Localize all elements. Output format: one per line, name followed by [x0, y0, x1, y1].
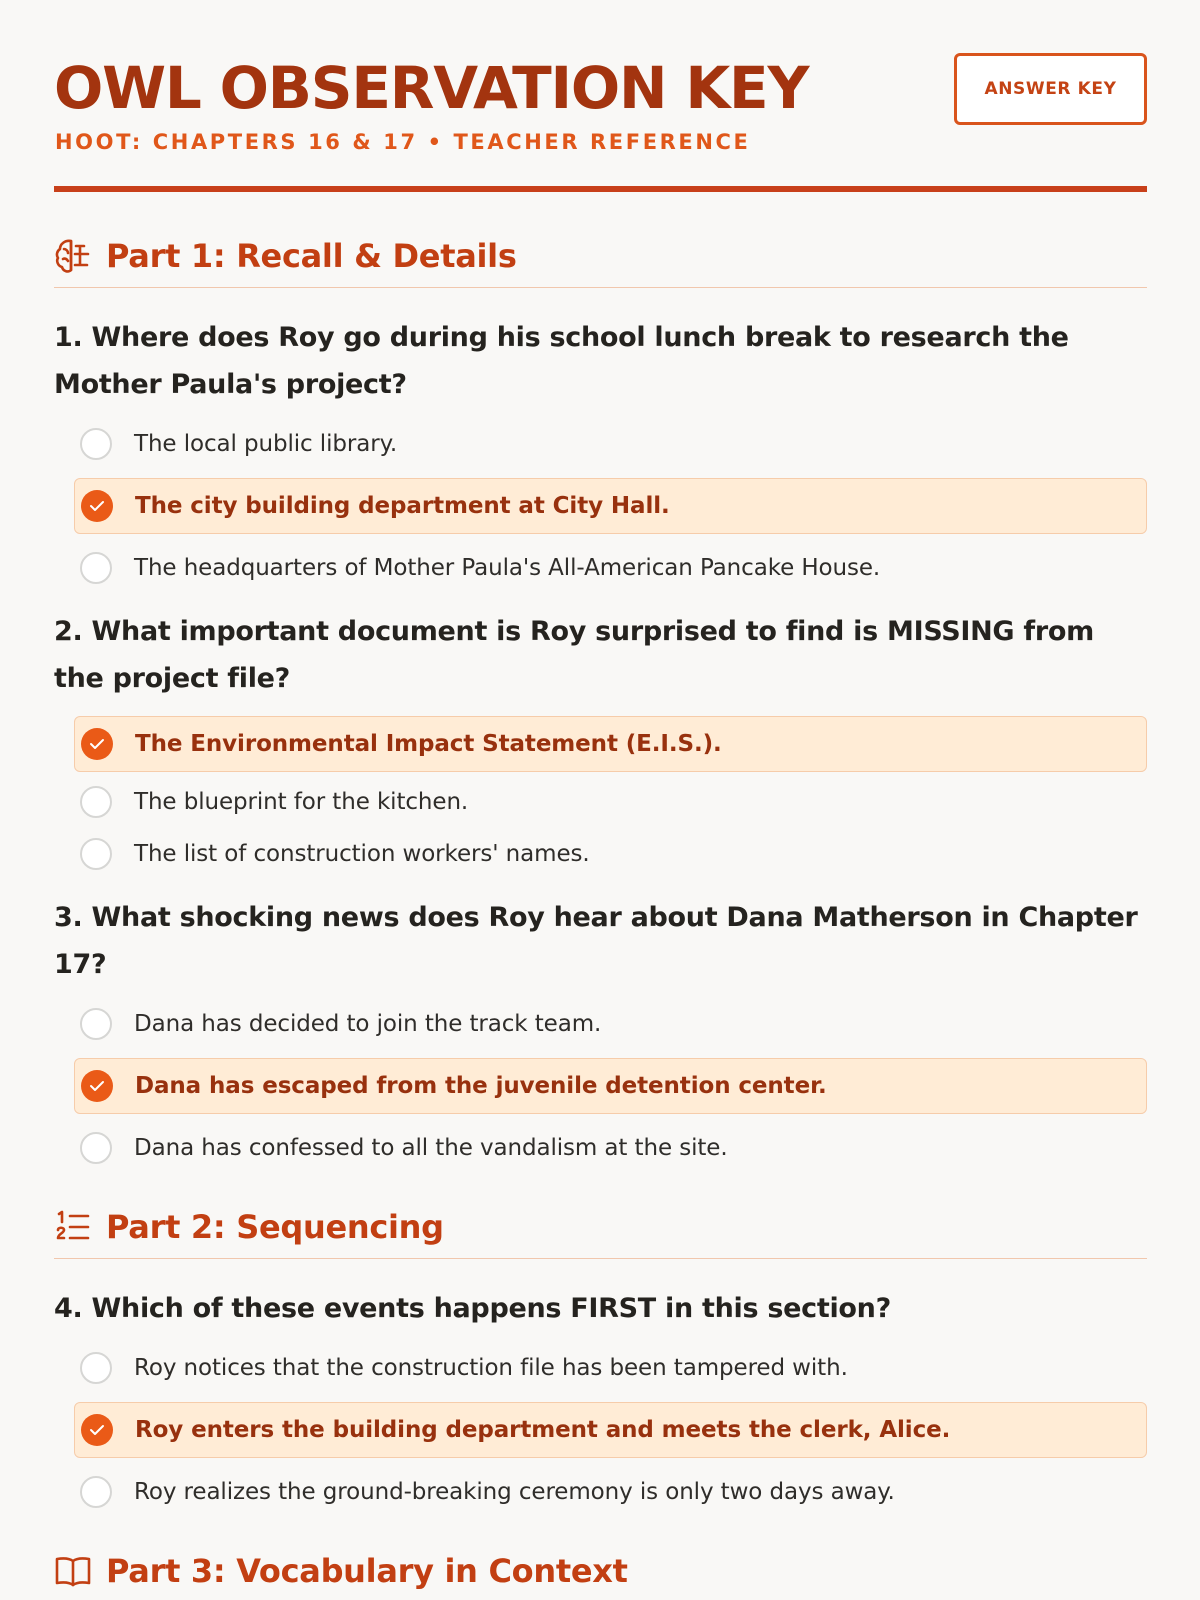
question-block — [54, 608, 1147, 882]
checkmark-icon[interactable] — [81, 1070, 113, 1102]
option-list — [54, 1340, 1147, 1520]
option-list — [54, 716, 1147, 882]
option-label: The headquarters of Mother Paula's All-American Pancake House. — [134, 555, 881, 581]
page-subtitle: HOOT: CHAPTERS 16 & 17 • TEACHER REFERENCE — [55, 130, 751, 154]
option-list — [54, 996, 1147, 1176]
radio-button[interactable] — [80, 838, 112, 870]
checkmark-icon[interactable] — [81, 728, 113, 760]
question-text: 3. What shocking news does Roy hear about Dana Matherson in Chapter 17? — [54, 902, 1138, 980]
option-list — [54, 416, 1147, 596]
answer-option-correct[interactable] — [74, 478, 1147, 534]
answer-option[interactable] — [74, 1340, 1147, 1396]
radio-button[interactable] — [80, 1008, 112, 1040]
radio-button[interactable] — [80, 552, 112, 584]
question-text: 1. Where does Roy go during his school lunch break to research the Mother Paula's project? — [54, 322, 1069, 400]
answer-option[interactable] — [74, 1120, 1147, 1176]
answer-option[interactable] — [74, 826, 1147, 882]
header-divider — [54, 186, 1147, 192]
option-label: The list of construction workers' names. — [134, 841, 590, 867]
section-header — [54, 1546, 1147, 1600]
section-part-3 — [54, 1546, 1147, 1600]
page-title: OWL OBSERVATION KEY — [54, 54, 809, 122]
section-title: Part 3: Vocabulary in Context — [106, 1552, 628, 1590]
numbered-list-icon — [54, 1208, 92, 1246]
brain-icon — [54, 237, 92, 275]
option-label: Dana has confessed to all the vandalism at the site. — [134, 1135, 728, 1161]
answer-option[interactable] — [74, 416, 1147, 472]
option-label: Dana has decided to join the track team. — [134, 1011, 602, 1037]
radio-button[interactable] — [80, 1132, 112, 1164]
answer-option-correct[interactable] — [74, 716, 1147, 772]
radio-button[interactable] — [80, 428, 112, 460]
checkmark-icon[interactable] — [81, 1414, 113, 1446]
section-header — [54, 1202, 1147, 1259]
answer-key-badge: ANSWER KEY — [954, 53, 1147, 125]
answer-option[interactable] — [74, 996, 1147, 1052]
radio-button[interactable] — [80, 1476, 112, 1508]
section-title: Part 2: Sequencing — [106, 1208, 444, 1246]
answer-option-correct[interactable] — [74, 1058, 1147, 1114]
option-label: The Environmental Impact Statement (E.I.S.). — [135, 731, 722, 757]
option-label: Roy notices that the construction file has been tampered with. — [134, 1355, 848, 1381]
section-title: Part 1: Recall & Details — [106, 237, 517, 275]
option-label: The local public library. — [134, 431, 398, 457]
option-label: The blueprint for the kitchen. — [134, 789, 469, 815]
section-header — [54, 231, 1147, 288]
option-label: Roy realizes the ground-breaking ceremony is only two days away. — [134, 1479, 895, 1505]
question-block — [54, 894, 1147, 1176]
radio-button[interactable] — [80, 1352, 112, 1384]
option-label: Dana has escaped from the juvenile detention center. — [135, 1073, 827, 1099]
answer-option-correct[interactable] — [74, 1402, 1147, 1458]
question-block — [54, 314, 1147, 596]
question-block — [54, 1285, 1147, 1520]
checkmark-icon[interactable] — [81, 490, 113, 522]
section-part-2 — [54, 1202, 1147, 1520]
answer-option[interactable] — [74, 1464, 1147, 1520]
option-label: Roy enters the building department and meets the clerk, Alice. — [135, 1417, 951, 1443]
page-header — [54, 0, 1147, 193]
open-book-icon — [54, 1552, 92, 1590]
answer-option[interactable] — [74, 540, 1147, 596]
section-part-1 — [54, 231, 1147, 1176]
option-label: The city building department at City Hall. — [135, 493, 670, 519]
question-text: 4. Which of these events happens FIRST in this section? — [54, 1293, 891, 1324]
answer-option[interactable] — [74, 774, 1147, 830]
radio-button[interactable] — [80, 786, 112, 818]
question-text: 2. What important document is Roy surprised to find is MISSING from the project file? — [54, 616, 1094, 694]
